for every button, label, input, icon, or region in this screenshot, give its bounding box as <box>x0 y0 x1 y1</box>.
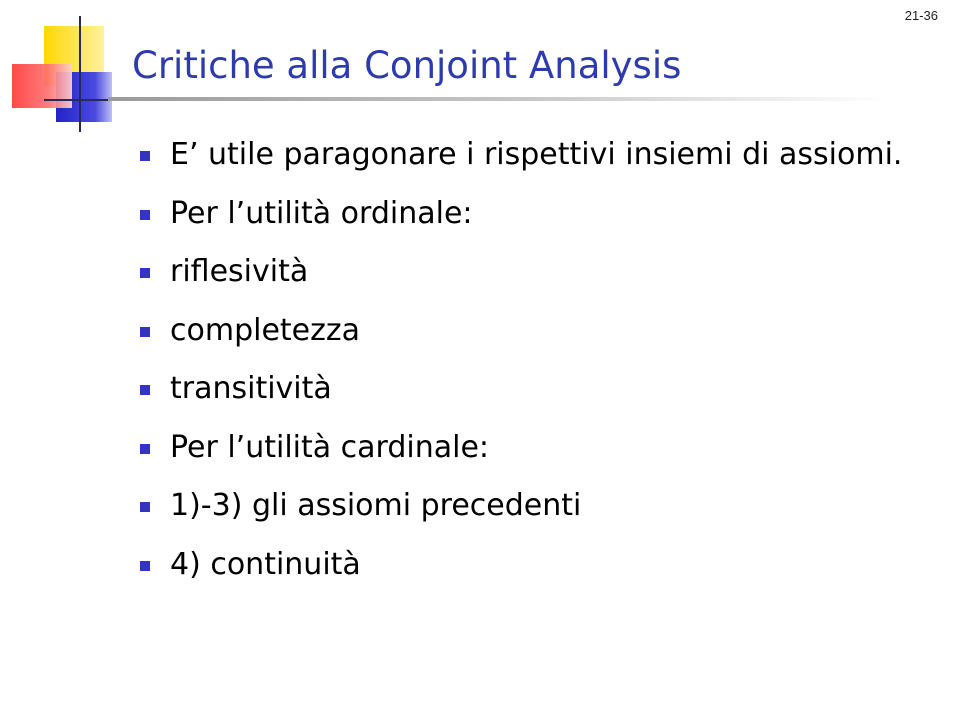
square-bullet-icon <box>140 385 150 395</box>
bullet-text: riflesività <box>170 254 309 289</box>
bullet-item <box>134 136 914 173</box>
bullet-item <box>134 546 914 583</box>
page-number: 21-36 <box>904 8 938 23</box>
slide-title: Critiche alla Conjoint Analysis <box>132 44 682 87</box>
bullet-text: Per l’utilità ordinale: <box>170 195 473 231</box>
bullet-text: Per l’utilità cardinale: <box>170 429 490 465</box>
bullet-list <box>134 136 914 604</box>
square-bullet-icon <box>140 502 150 512</box>
square-bullet-icon <box>140 268 150 278</box>
decorative-squares-logo-icon <box>0 0 140 140</box>
square-bullet-icon <box>140 210 150 220</box>
title-underline <box>108 97 888 101</box>
bullet-item <box>134 370 914 407</box>
bullet-text: transitività <box>170 371 332 406</box>
bullet-text: E’ utile paragonare i rispettivi insiemi di assiomi. <box>170 137 903 172</box>
bullet-item <box>134 429 914 466</box>
bullet-text: 4) continuità <box>170 546 361 582</box>
bullet-item <box>134 195 914 232</box>
square-bullet-icon <box>140 327 150 337</box>
bullet-text: completezza <box>170 312 361 348</box>
bullet-text: 1)-3) gli assiomi precedenti <box>170 488 582 523</box>
square-bullet-icon <box>140 151 150 161</box>
square-bullet-icon <box>140 444 150 454</box>
bullet-item <box>134 487 914 524</box>
square-bullet-icon <box>140 561 150 571</box>
bullet-item <box>134 312 914 349</box>
bullet-item <box>134 253 914 290</box>
